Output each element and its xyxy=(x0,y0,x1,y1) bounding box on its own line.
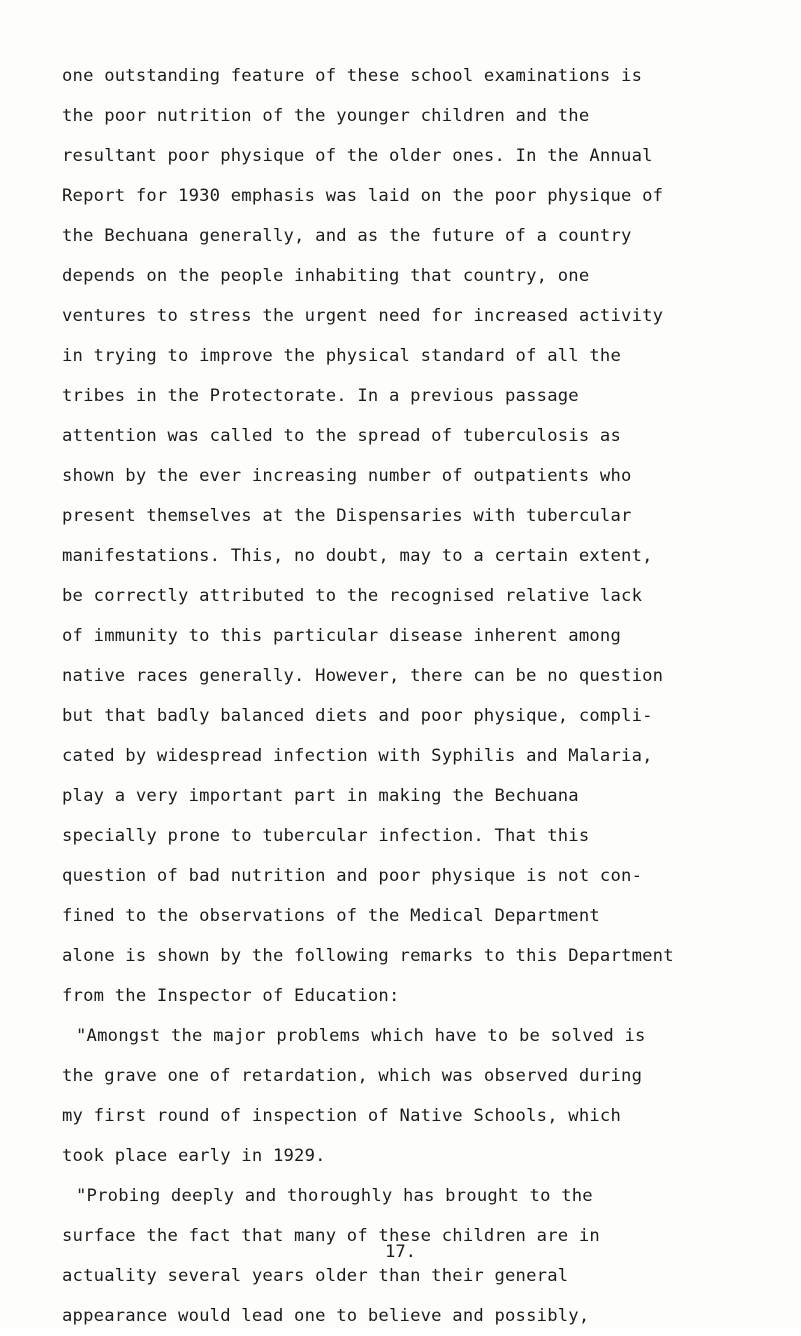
body-line: the Bechuana generally, and as the future of a country xyxy=(62,226,632,246)
body-line: play a very important part in making the Bechuana xyxy=(62,786,579,806)
body-line: ventures to stress the urgent need for increased activity xyxy=(62,306,664,326)
quote-line: the grave one of retardation, which was observed during xyxy=(62,1066,643,1086)
body-line: native races generally. However, there can be no question xyxy=(62,666,664,686)
body-line: of immunity to this particular disease inherent among xyxy=(62,626,622,646)
quote-line: my first round of inspection of Native Schools, which xyxy=(62,1106,622,1126)
body-line: one outstanding feature of these school examinations is xyxy=(62,66,643,86)
body-line: from the Inspector of Education: xyxy=(62,986,400,1006)
document-body xyxy=(62,56,782,1336)
body-line: resultant poor physique of the older ones. In the Annual xyxy=(62,146,653,166)
quote-line: actuality several years older than their general xyxy=(62,1266,569,1286)
quote-line: surface the fact that many of these children are in xyxy=(62,1226,600,1246)
page-number: 17. xyxy=(384,1242,417,1262)
body-line: alone is shown by the following remarks to this Department xyxy=(62,946,674,966)
body-line: question of bad nutrition and poor physique is not con- xyxy=(62,866,643,886)
body-line: cated by widespread infection with Syphilis and Malaria, xyxy=(62,746,653,766)
body-line: Report for 1930 emphasis was laid on the poor physique of xyxy=(62,186,664,206)
body-line: depends on the people inhabiting that country, one xyxy=(62,266,590,286)
body-line: present themselves at the Dispensaries with tubercular xyxy=(62,506,632,526)
body-line: attention was called to the spread of tuberculosis as xyxy=(62,426,622,446)
quote-line: "Probing deeply and thoroughly has brought to the xyxy=(76,1186,593,1206)
body-line: the poor nutrition of the younger children and the xyxy=(62,106,590,126)
body-line: manifestations. This, no doubt, may to a certain extent, xyxy=(62,546,653,566)
body-line: shown by the ever increasing number of outpatients who xyxy=(62,466,632,486)
body-line: but that badly balanced diets and poor physique, compli- xyxy=(62,706,653,726)
body-line: specially prone to tubercular infection. That this xyxy=(62,826,590,846)
quote-line: took place early in 1929. xyxy=(62,1146,326,1166)
quote-line: appearance would lead one to believe and possibly, xyxy=(62,1306,590,1326)
body-line: fined to the observations of the Medical Department xyxy=(62,906,600,926)
body-line: be correctly attributed to the recognised relative lack xyxy=(62,586,643,606)
body-line: in trying to improve the physical standard of all the xyxy=(62,346,622,366)
quote-line: "Amongst the major problems which have to be solved is xyxy=(76,1026,646,1046)
body-line: tribes in the Protectorate. In a previous passage xyxy=(62,386,579,406)
